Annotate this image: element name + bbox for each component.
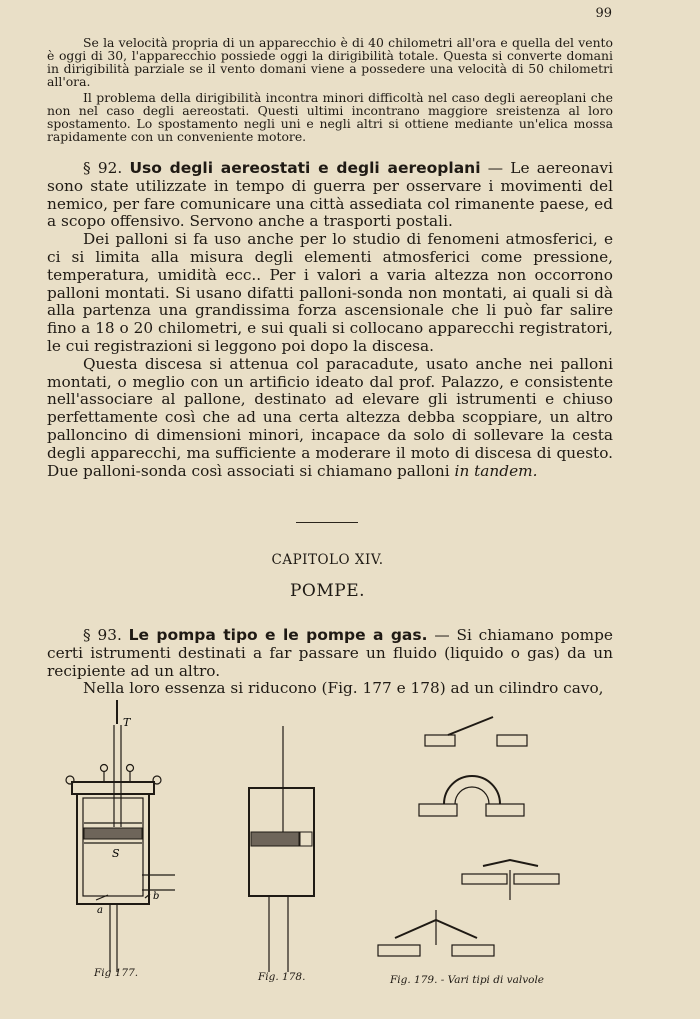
italic-term: in tandem. [454,461,538,480]
intro-text [47,36,613,146]
section-paragraph: Dei palloni si fa uso anche per lo studio di fenomeni atmosferici, e ci si limita alla misura degli elementi atmosferici come pressione, temperatura, umidità ecc.. Per i valori a varia altezza non occorrono palloni montati. Si usano difatti palloni-sonda non montati, ai quali si dà alla partenza una grandissima forza ascensionale che li può far salire fino a 18 o 20 chilometri, e sui quali si collocano apparecchi registratori, le cui registrazioni si leggono poi dopo la discesa. [47,230,613,355]
fig177-caption: Fig 177. [94,967,139,979]
section-divider [296,522,358,523]
intro-paragraph: Il problema della dirigibilità incontra minori difficoltà nel caso degli aereoplani che non nel caso degli aereostati. Questi ultimi incontrano maggiore sreistenza al loro spostamento. Lo spostamento negli uni e negli altri si ottiene mediante un'elica mossa rapidamente con un conveniente motore. [47,90,613,144]
label-T: T [123,716,131,729]
section-92 [47,160,613,480]
pump-figure-177 [66,700,175,972]
valve-figure-179 [378,717,559,956]
section-paragraph [47,356,613,481]
label-S: S [112,847,120,860]
chapter-title: POMPE. [289,581,366,601]
section-text: — Le aereonavi sono state utilizzate in tempo di guerra per osservare i movimenti del nemico, per fare comunicare una città assediata col rimanente paese, ed a scopo offensivo. Servono anche a trasporti postali. [47,159,613,231]
fig179-caption: Fig. 179. - Vari tipi di valvole [390,974,545,986]
section-title: Le pompa tipo e le pompe a gas. [128,626,428,644]
figures-area [0,700,700,1015]
label-a: a [97,905,103,916]
section-paragraph [47,160,613,231]
label-b: b [153,891,160,902]
section-title: Uso degli aereostati e degli aereoplani [129,159,481,177]
section-93 [47,627,613,698]
section-number: § 93. [83,626,122,644]
section-number: § 92. [83,159,123,177]
fig178-caption: Fig. 178. [258,971,306,983]
section-paragraph: Nella loro essenza si riducono (Fig. 177 e 178) ad un cilindro cavo, [83,679,604,698]
section-text: Questa discesa si attenua col paracadute, usato anche nei palloni montati, o meglio con un artificio ideato dal prof. Palazzo, e consistente nell'associare al pallone, destinato ad elevare gli istrumenti e chiuso perfettamente così che ad una certa altezza debba scoppiare, un altro palloncino di dimensioni minori, incapace da solo di sollevare la cesta degli apparecchi, ma sufficiente a moderare il moto di discesa di questo. Due palloni-sonda così associati si chiamano palloni [47,354,613,480]
chapter-label: CAPITOLO XIV. [271,552,384,568]
page-number: 99 [595,6,612,21]
pump-figure-178 [249,726,314,972]
section-text: — Si chiamano pompe certi istrumenti destinati a far passare un fluido (liquido o gas) da un recipiente ad un altro. [47,626,613,680]
section-paragraph [47,627,613,680]
intro-paragraph: Se la velocità propria di un apparecchio è di 40 chilometri all'ora e quella del vento è oggi di 30, l'apparecchio possiede oggi la dirigibilità totale. Questa si converte domani in dirigibilità parziale se il vento domani viene a possedere una velocità di 50 chilometri all'ora. [47,35,613,89]
